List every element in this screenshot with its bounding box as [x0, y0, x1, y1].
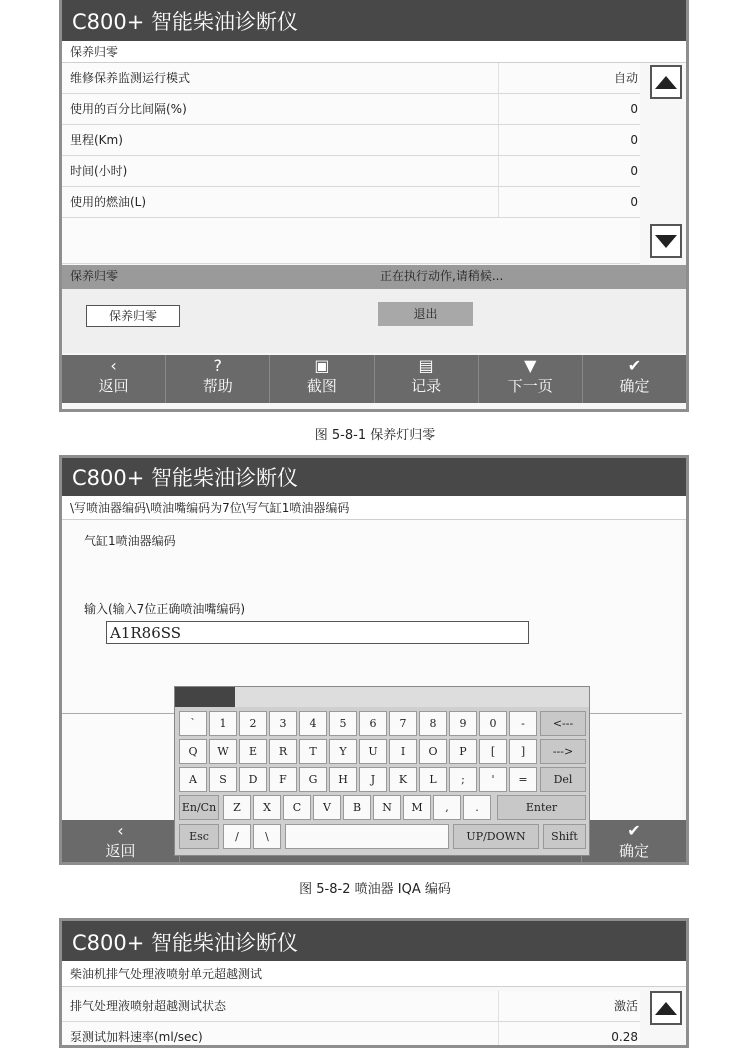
row-label: 泵测试加料速率(ml/sec)	[70, 1030, 203, 1044]
triangle-down-icon: ▼	[524, 356, 537, 375]
language-toggle-key[interactable]: En/Cn	[179, 795, 219, 820]
key[interactable]: -	[509, 711, 537, 736]
record-label: 记录	[411, 377, 442, 395]
document-icon: ▤	[418, 356, 434, 375]
key[interactable]: D	[239, 767, 267, 792]
key[interactable]: ;	[449, 767, 477, 792]
key[interactable]: H	[329, 767, 357, 792]
delete-key[interactable]: Del	[540, 767, 586, 792]
key[interactable]: 4	[299, 711, 327, 736]
app-title: C800+ 智能柴油诊断仪	[62, 921, 686, 961]
key[interactable]: X	[253, 795, 281, 820]
app-title: C800+ 智能柴油诊断仪	[62, 0, 686, 41]
key[interactable]: F	[269, 767, 297, 792]
confirm-label: 确定	[618, 842, 649, 860]
figure-caption: 图 5-8-2 喷油器 IQA 编码	[299, 882, 451, 897]
key[interactable]: 0	[479, 711, 507, 736]
key[interactable]: \	[253, 824, 281, 849]
key[interactable]: E	[239, 739, 267, 764]
page-title: 柴油机排气处理液喷射单元超越测试	[62, 961, 686, 987]
row-label: 里程(Km)	[70, 133, 123, 147]
screen-def-override-test	[59, 918, 689, 1048]
record-button[interactable]	[375, 355, 479, 403]
key[interactable]: L	[419, 767, 447, 792]
key[interactable]: V	[313, 795, 341, 820]
up-down-key[interactable]: UP/DOWN	[453, 824, 539, 849]
chevron-left-icon: ‹	[117, 821, 124, 840]
key[interactable]: 1	[209, 711, 237, 736]
row-value: 0.28	[498, 1022, 638, 1048]
onscreen-keyboard	[174, 686, 590, 856]
row-value: 0	[498, 156, 638, 186]
checkmark-icon: ✔	[627, 821, 641, 840]
table-row	[62, 1022, 640, 1048]
row-label: 使用的燃油(L)	[70, 195, 147, 209]
figure-caption: 图 5-8-1 保养灯归零	[314, 428, 436, 443]
back-button[interactable]	[62, 355, 166, 403]
key[interactable]: B	[343, 795, 371, 820]
row-label: 维修保养监测运行模式	[70, 71, 191, 85]
key[interactable]: 5	[329, 711, 357, 736]
key[interactable]: .	[463, 795, 491, 820]
input-prompt: 输入(输入7位正确喷油嘴编码)	[84, 602, 245, 616]
key[interactable]: 3	[269, 711, 297, 736]
escape-key[interactable]: Esc	[179, 824, 219, 849]
image-icon: ▣	[314, 356, 330, 375]
key[interactable]: K	[389, 767, 417, 792]
row-value: 0	[498, 94, 638, 124]
scroll-up-button[interactable]	[650, 65, 682, 99]
back-button[interactable]	[62, 820, 180, 865]
back-label: 返回	[105, 842, 136, 860]
row-label: 使用的百分比间隔(%)	[70, 102, 187, 116]
row-label: 时间(小时)	[70, 164, 128, 178]
arrow-up-icon	[655, 1002, 677, 1015]
key[interactable]: ,	[433, 795, 461, 820]
confirm-label: 确定	[619, 377, 650, 395]
forward-key[interactable]: --->	[540, 739, 586, 764]
key[interactable]: =	[509, 767, 537, 792]
key[interactable]: P	[449, 739, 477, 764]
checkmark-icon: ✔	[627, 356, 642, 375]
breadcrumb: \写喷油器编码\喷油嘴编码为7位\写气缸1喷油器编码	[62, 496, 686, 520]
bottom-toolbar	[62, 355, 686, 403]
confirm-button[interactable]	[583, 355, 686, 403]
empty-row	[62, 218, 640, 264]
key[interactable]: U	[359, 739, 387, 764]
screenshot-button[interactable]	[270, 355, 374, 403]
table-row	[62, 991, 640, 1022]
table-row	[62, 156, 640, 187]
keyboard-header	[235, 687, 589, 707]
key[interactable]: 8	[419, 711, 447, 736]
button-row	[62, 289, 686, 353]
space-key[interactable]	[285, 824, 449, 849]
next-page-label: 下一页	[507, 377, 553, 395]
table-row	[62, 125, 640, 156]
next-page-button[interactable]	[479, 355, 583, 403]
status-bar	[62, 265, 686, 289]
row-value: 激活	[498, 991, 638, 1021]
table-row	[62, 187, 640, 218]
key[interactable]: N	[373, 795, 401, 820]
key[interactable]: J	[359, 767, 387, 792]
row-value: 自动	[498, 63, 638, 93]
arrow-down-icon	[655, 235, 677, 248]
key[interactable]: [	[479, 739, 507, 764]
key[interactable]: T	[299, 739, 327, 764]
backspace-key[interactable]: <---	[540, 711, 586, 736]
row-value: 0	[498, 125, 638, 155]
exit-button[interactable]: 退出	[378, 302, 473, 326]
back-label: 返回	[98, 377, 129, 395]
table-row	[62, 94, 640, 125]
help-button[interactable]	[166, 355, 270, 403]
key[interactable]: A	[179, 767, 207, 792]
scroll-up-button[interactable]	[650, 991, 682, 1025]
row-label: 排气处理液喷射超越测试状态	[70, 999, 227, 1013]
scroll-down-button[interactable]	[650, 224, 682, 258]
row-value: 0	[498, 187, 638, 217]
key[interactable]: Z	[223, 795, 251, 820]
page-title: 保养归零	[62, 41, 686, 63]
keyboard-handle[interactable]	[175, 687, 235, 707]
key[interactable]: 9	[449, 711, 477, 736]
shift-key[interactable]: Shift	[543, 824, 586, 849]
key[interactable]: '	[479, 767, 507, 792]
screen-maintenance-reset	[59, 0, 689, 412]
key[interactable]: `	[179, 711, 207, 736]
arrow-up-icon	[655, 76, 677, 89]
help-label: 帮助	[202, 377, 233, 395]
key[interactable]: 2	[239, 711, 267, 736]
chevron-left-icon: ‹	[110, 356, 117, 375]
key[interactable]: G	[299, 767, 327, 792]
app-title: C800+ 智能柴油诊断仪	[62, 458, 686, 496]
key[interactable]: Q	[179, 739, 207, 764]
key[interactable]: 7	[389, 711, 417, 736]
key[interactable]: /	[223, 824, 251, 849]
section-heading: 气缸1喷油器编码	[84, 534, 176, 548]
maintenance-reset-button[interactable]: 保养归零	[86, 305, 180, 327]
screenshot-label: 截图	[306, 377, 337, 395]
confirm-button[interactable]	[581, 820, 686, 865]
key[interactable]: R	[269, 739, 297, 764]
injector-code-input[interactable]: A1R86SS	[106, 621, 529, 644]
key[interactable]: ]	[509, 739, 537, 764]
status-message: 正在执行动作,请稍候...	[380, 269, 504, 283]
key[interactable]: 6	[359, 711, 387, 736]
table-row	[62, 63, 640, 94]
key[interactable]: Y	[329, 739, 357, 764]
key[interactable]: S	[209, 767, 237, 792]
question-icon: ?	[213, 356, 222, 375]
enter-key[interactable]: Enter	[497, 795, 586, 820]
key[interactable]: O	[419, 739, 447, 764]
key[interactable]: C	[283, 795, 311, 820]
status-left: 保养归零	[70, 269, 119, 283]
key[interactable]: I	[389, 739, 417, 764]
key[interactable]: M	[403, 795, 431, 820]
key[interactable]: W	[209, 739, 237, 764]
